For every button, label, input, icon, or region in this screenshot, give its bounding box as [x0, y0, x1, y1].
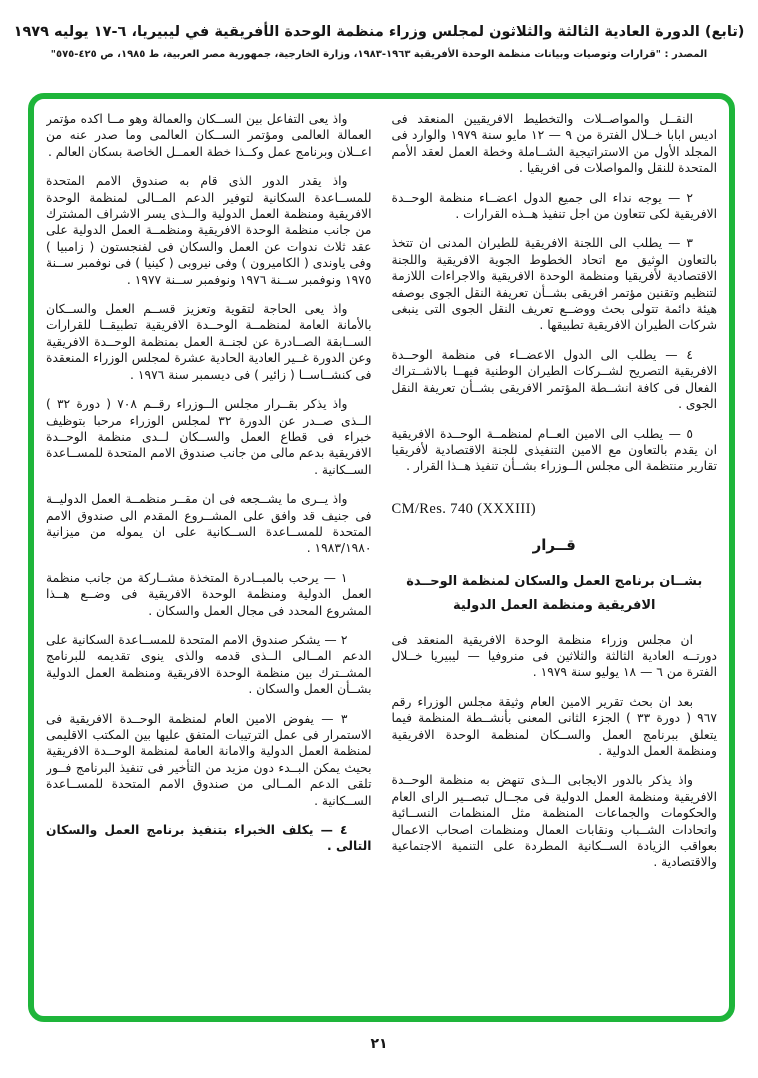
resolution-reference: CM/Res. 740 (XXXIII): [391, 500, 537, 517]
paragraph: واذ يــرى ما يشــجعه فى ان مقــر منظمــة العمل الدوليــة فى جنيف قد وافق على المشــروع المقدم الى صندوق الامم المتحدة للمســاعدة الســكانية على ان يموله من ميزانية ١٩٨٣/١٩٨٠ .: [46, 492, 372, 556]
column-left: [46, 111, 372, 1006]
header-source-line: المصدر : "قرارات وتوصيات وبيانات منظمة الوحدة الأفريقية ١٩٦٣-١٩٨٣، وزارة الخارجية، جمهورية مصر العربية، ط ١٩٨٥، ص ٤٢٥-٥٧٥": [50, 49, 708, 60]
paragraph: واذ يقدر الدور الذى قام به صندوق الامم المتحدة للمســاعدة السكانية لتوفير الدعم المــالى لمنظمة الوحدة الافريقية ومنظمة العمل الدولية والــذى يسر الاشراف المشترك من جانب منظمة الوحدة الافريقية ومنظمــة العمل الدولية على عقد ثلاث ندوات عن العمل والسكان فى لفنجستون ( زامبيا ) وفى ياوندى ( الكاميرون ) وفى نيروبى ( كينيا ) فى نوفمبر ســنة ١٩٧٥ ونوفمبر ســنة ١٩٧٦ ونوفمبر ســنة ١٩٧٧ .: [46, 174, 372, 287]
paragraph: ٤ — يطلب الى الدول الاعضــاء فى منظمة الوحــدة الافريقية التصريح لشــركات الطيران الوطنية فيهــا بالاشــتراك الفعال فى كافة انشــطة المؤتمر الافريقى بشــأن تعريفة النقل الجوى .: [391, 347, 717, 412]
paragraph: ان مجلس وزراء منظمة الوحدة الافريقية المنعقد فى دورتــه العادية الثالثة والثلاثين فى منروفيا — ليبيريا خــلال الفترة من ٦ — ١٨ يوليو سنة ١٩٧٩ .: [391, 632, 717, 680]
paragraph: ٢ — يوجه نداء الى جميع الدول اعضــاء منظمة الوحــدة الافريقية لكى تتعاون من اجل تنفيذ هــذه القرارات .: [391, 190, 717, 222]
paragraph: النقــل والمواصــلات والتخطيط الافريقيين المنعقد فى اديس ابابا خــلال الفترة من ٩ — ١٢ مايو سنة ١٩٧٩ والوارد فى المجلد الأول من الاستراتيجية الشــاملة وخطة العمل لعقد الأمم المتحدة للنقل والمواصلات فى افريقيا .: [391, 112, 717, 176]
column-right: [392, 111, 718, 1006]
page-number: ٢١: [370, 1036, 388, 1052]
paragraph: واذ يذكر بقــرار مجلس الــوزراء رقــم ٧٠٨ ( دورة ٣٢ ) الــذى صــدر عن الدورة ٣٢ لمجلس الوزراء مرحبا بتوظيف خبراء فى قطاع العمل والســكان لــدى منظمة الوحــدة الافريقية بدعم مالى من جانب صندوق الامم المتحدة للمســاعدة الســكانية .: [46, 397, 372, 477]
paragraph: ٤ — يكلف الخبراء بتنفيذ برنامج العمل والسكان التالى .: [46, 823, 372, 854]
page-header: [0, 24, 758, 60]
resolution-subtitle: بشــان برنامج العمل والسكان لمنظمة الوحــدة الافريقية ومنظمة العمل الدولية: [406, 573, 703, 613]
header-title: (تابع) الدورة العادية الثالثة والثلاثون لمجلس وزراء منظمة الوحدة الأفريقية في ليبيريا، ٦-١٧ يوليه ١٩٧٩: [13, 24, 745, 40]
content-frame: [28, 93, 735, 1022]
two-column-layout: [46, 111, 717, 1006]
paragraph: واذ يعى الحاجة لتقوية وتعزيز قســم العمل والســكان بالأمانة العامة لمنظمــة الوحــدة الافريقية تطبيقــا للقرارات الســابقة الصــادرة عن لجنــة العمل بمنظمة الوحــدة الافريقية وعن الدورة غــير العادية الحادية عشرة لمجلس الوزراء المنعقدة فى كنشــاســا ( زائير ) فى ديسمبر سنة ١٩٧٦ .: [46, 302, 372, 382]
paragraph: ٣ — يطلب الى اللجنة الافريقية للطيران المدنى ان تتخذ بالتعاون الوثيق مع اتحاد الخطوط الجوية الافريقية واللجنة الاقتصادية لأفريقيا ومنظمة الوحدة الافريقية والاجراءات اللازمة لتنظيم وتقنين مؤتمر افريقى بشــأن تعريفة النقل الجوى بوصفه هيئة دائمة تتولى بحث ووضــع تعريف النقل الجوى التى ينبغى شركات الطيران الافريقية تطبيقها .: [391, 236, 717, 333]
resolution-title: قــرار: [532, 536, 576, 555]
paragraph: ١ — يرحب بالمبــادرة المتخذة مشــاركة من جانب منظمة العمل الدولية ومنظمة الوحدة الافريقية فى وضــع هــذا المشروع المحدد فى مجال العمل والسكان .: [46, 570, 372, 618]
paragraph: ٣ — يفوض الامين العام لمنظمة الوحــدة الافريقية فى الاستمرار فى عمل الترتيبات المتفق عليها بين المكتب الاقليمى لمنظمة العمل الدولية والامانة العامة لمنظمة الوحــدة الافريقية بحيث يمكن البــدء دون مزيد من التأخير فى تنفيذ البرنامج فــور تلقى الدعم المــالى من صندوق الامم المتحدة للمســاعدة الســكانية .: [46, 711, 372, 808]
paragraph: ٥ — يطلب الى الامين العــام لمنظمــة الوحــدة الافريقية ان يقدم بالتعاون مع الامين التنفيذى للجنة الاقتصادية لأفريقيا تقارير منتظمة الى مجلس الــوزراء بشــأن تنفيذ هــذا القرار .: [391, 426, 717, 474]
paragraph: ٢ — يشكر صندوق الامم المتحدة للمســاعدة السكانية على الدعم المــالى الــذى قدمه والذى ينوى تقديمه للبرنامج المشــترك بين منظمة الوحدة الافريقية ومنظمة العمل الدولية بشــأن العمل والسكان .: [46, 632, 372, 697]
paragraph: واذ يعى التفاعل بين الســكان والعمالة وهو مــا اكده مؤتمر العمالة العالمى ومؤتمر الســكان العالمى وما صدر عنه من اعــلان وبرنامج عمل وكــذا خطة العمــل الخاصة بسكان العالم .: [46, 112, 372, 159]
paragraph: بعد ان بحث تقرير الامين العام وثيقة مجلس الوزراء رقم ٩٦٧ ( دورة ٣٣ ) الجزء الثانى المعنى بأنشــطة المنظمة فيما يتعلق ببرنامج العمل والســكان لمنظمة الوحدة الافريقية ومنظمة العمل الدولية .: [391, 694, 717, 758]
paragraph: واذ يذكر بالدور الايجابى الــذى تنهض به منظمة الوحــدة الافريقية ومنظمة العمل الدولية فى مجــال تبصــير الراى العام والحكومات والجماعات المنظمة مثل المنظمات النســائية واتحادات الشــباب ونقابات العمال ومنظمات اصحاب الاعمال بعواقب الزيادة الســكانية المطردة على التنمية الاجتماعية والاقتصادية .: [391, 773, 717, 870]
